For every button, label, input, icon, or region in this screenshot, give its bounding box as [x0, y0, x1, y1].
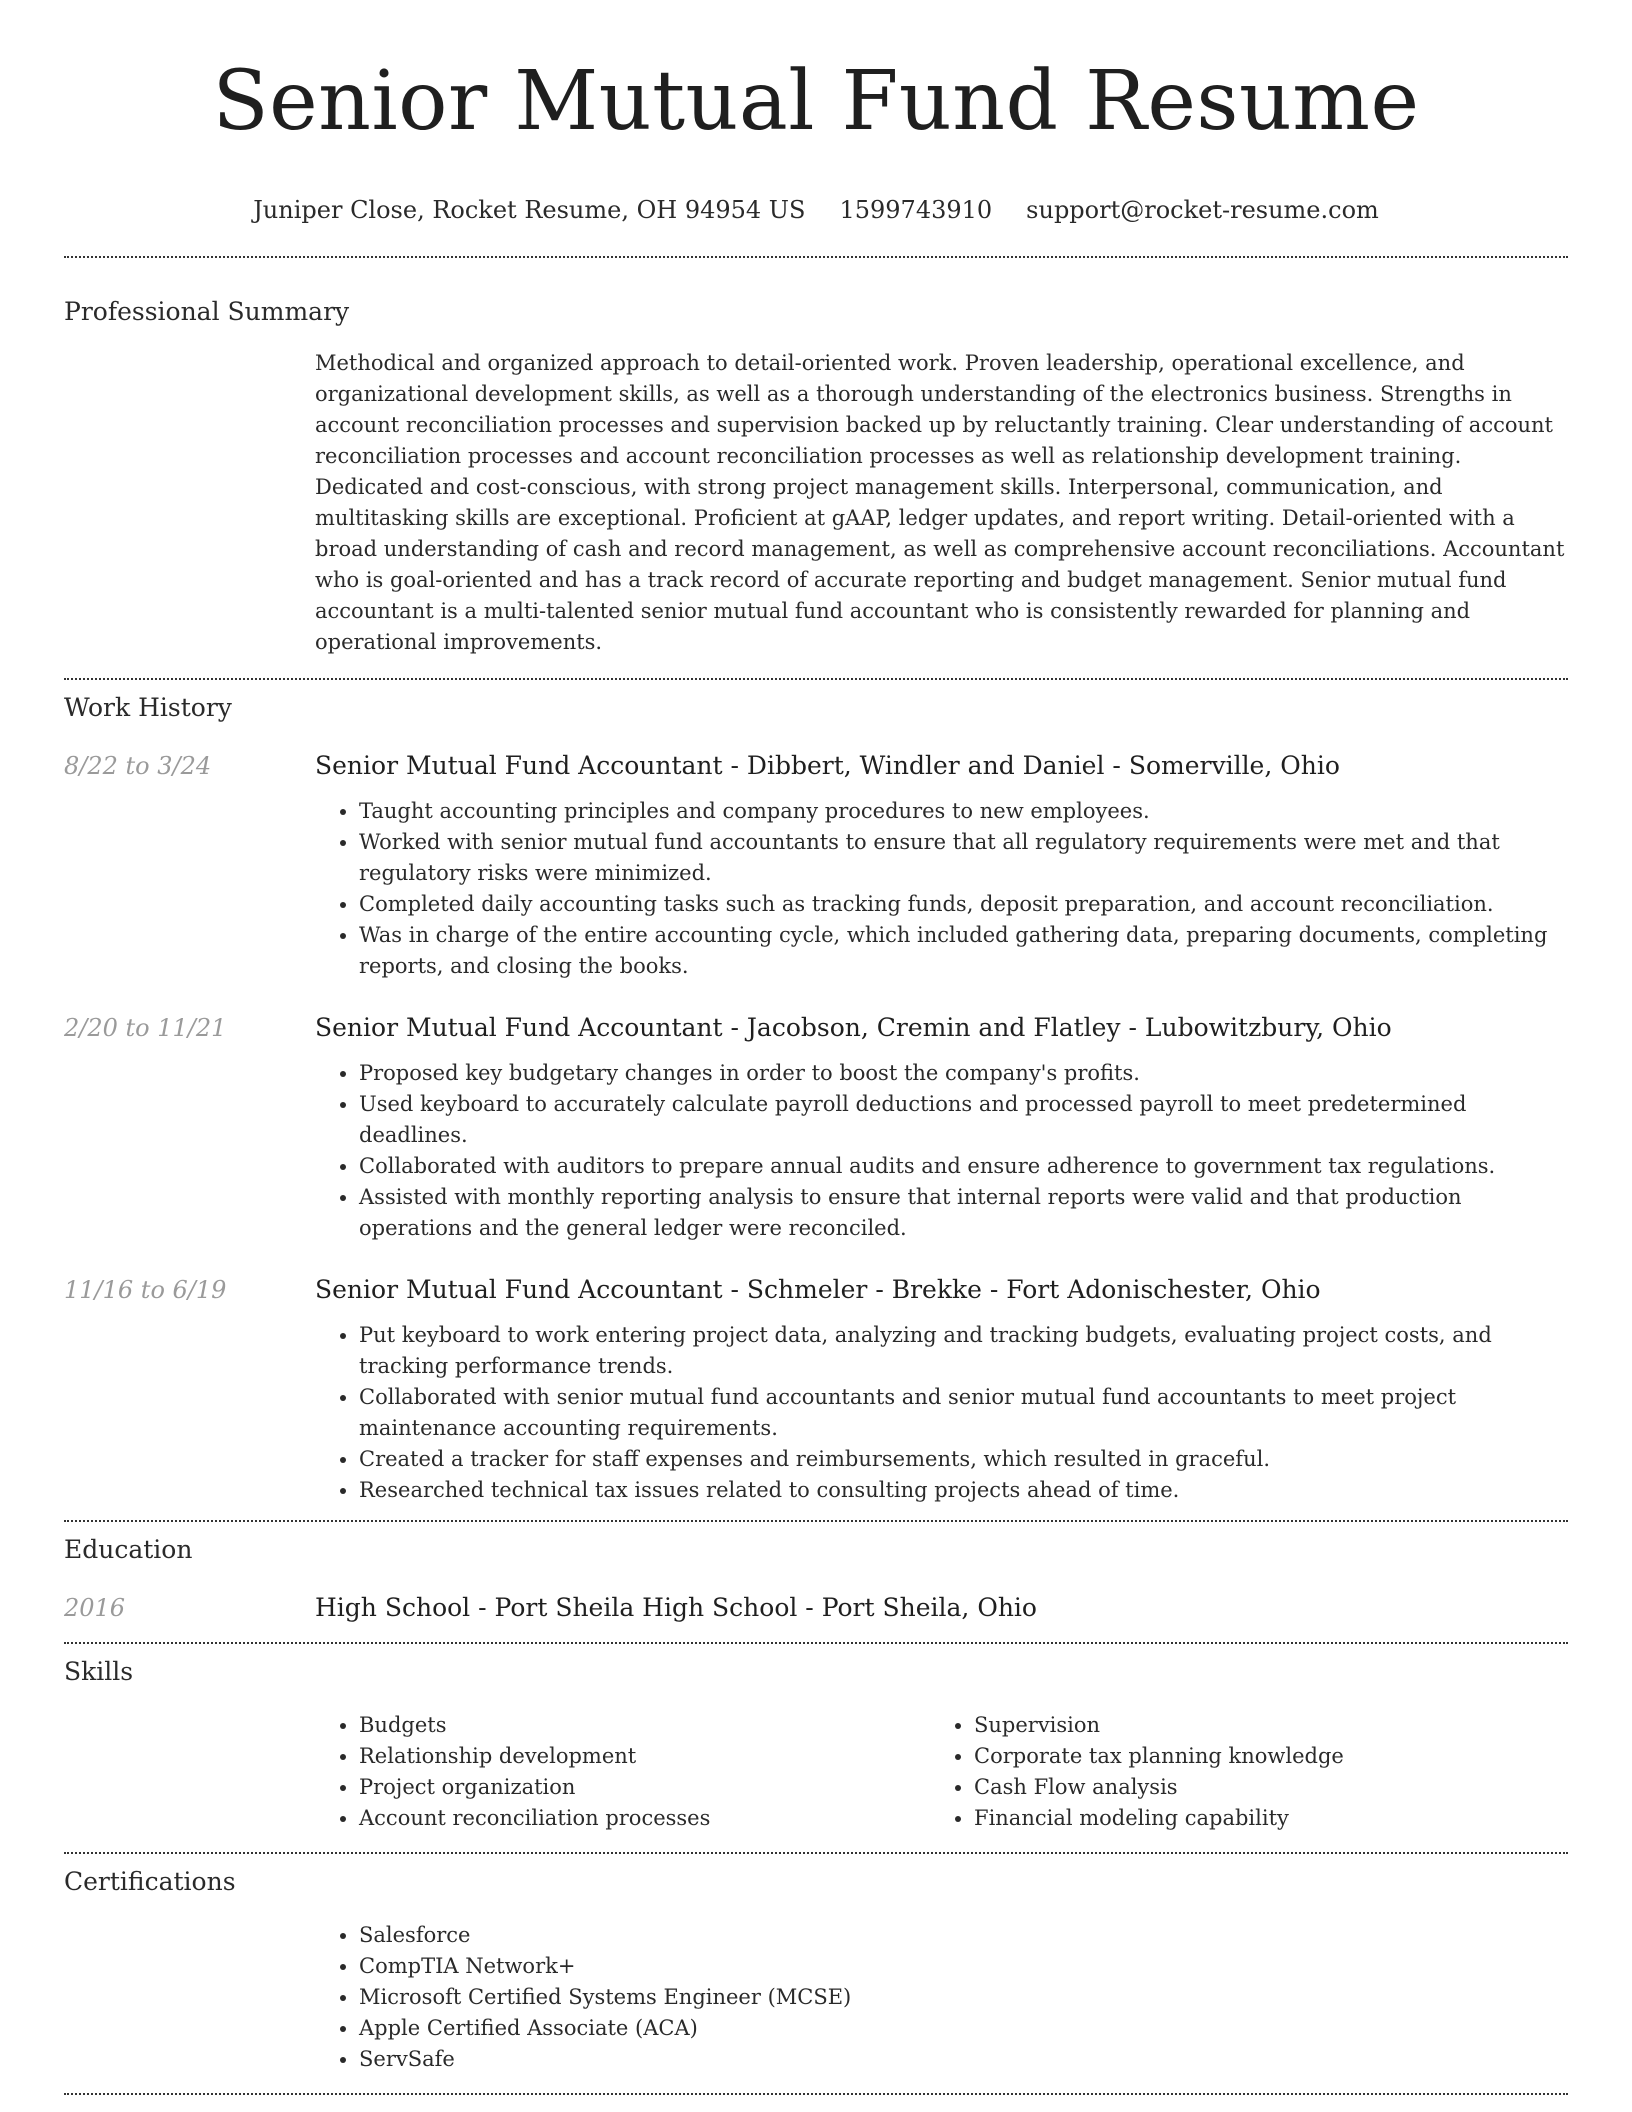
divider: [64, 1852, 1568, 1854]
list-item: • Account reconciliation processes: [359, 1803, 930, 1834]
list-item: • Apple Certified Associate (ACA): [359, 2013, 1568, 2044]
skills-heading: Skills: [64, 1657, 134, 1686]
skills-list-right: [930, 1710, 1545, 1834]
summary-text: Methodical and organized approach to detail-oriented work. Proven leadership, operational excellence, and organizational development skills, as well as a thorough understanding of the electronics business. Strengths in account reconciliation processes and supervision backed up by reluctantly training. Clear understanding of account reconciliation processes and account reconciliation processes as well as relationship development training. Dedicated and cost-conscious, with strong project management skills. Interpersonal, communication, and multitasking skills are exceptional. Proficient at gAAP, ledger updates, and report writing. Detail-oriented with a broad understanding of cash and record management, as well as comprehensive account reconciliations. Accountant who is goal-oriented and has a track record of accurate reporting and budget management. Senior mutual fund accountant is a multi-talented senior mutual fund accountant who is consistently rewarded for planning and operational improvements.: [315, 351, 1565, 654]
work-section: [64, 692, 1568, 1506]
job-bullets: [315, 1320, 1568, 1506]
job-entry: [64, 1274, 1568, 1506]
list-item: • Relationship development: [359, 1741, 930, 1772]
job-title: Senior Mutual Fund Accountant - Schmeler - Brekke - Fort Adonischester, Ohio: [315, 1275, 1321, 1304]
certifications-list: [315, 1920, 1568, 2075]
job-title: Senior Mutual Fund Accountant - Jacobson, Cremin and Flatley - Lubowitzbury, Ohio: [315, 1013, 1392, 1042]
list-item: • Financial modeling capability: [974, 1803, 1545, 1834]
job-entry: [64, 750, 1568, 982]
certifications-section: [64, 1866, 1568, 2075]
list-item: • Created a tracker for staff expenses and reimbursements, which resulted in graceful.: [359, 1444, 1568, 1475]
list-item: • Corporate tax planning knowledge: [974, 1741, 1545, 1772]
contact-line: [64, 194, 1568, 226]
education-entry: High School - Port Sheila High School - Port Sheila, Ohio: [315, 1593, 1037, 1622]
job-title: Senior Mutual Fund Accountant - Dibbert, Windler and Daniel - Somerville, Ohio: [315, 751, 1340, 780]
list-item: • Put keyboard to work entering project data, analyzing and tracking budgets, evaluating project costs, and tracking performance trends.: [359, 1320, 1568, 1382]
job-dates: 11/16 to 6/19: [64, 1276, 227, 1304]
summary-heading: Professional Summary: [64, 297, 350, 326]
education-section: [64, 1534, 1568, 1624]
list-item: • Proposed key budgetary changes in order to boost the company's profits.: [359, 1058, 1568, 1089]
list-item: • Supervision: [974, 1710, 1545, 1741]
contact-email: support@rocket-resume.com: [1026, 196, 1379, 224]
list-item: • CompTIA Network+: [359, 1951, 1568, 1982]
divider: [64, 1520, 1568, 1522]
list-item: • Used keyboard to accurately calculate payroll deductions and processed payroll to meet predetermined deadlines.: [359, 1089, 1568, 1151]
divider: [64, 678, 1568, 680]
education-heading: Education: [64, 1535, 193, 1564]
divider: [64, 256, 1568, 258]
skills-list-left: [315, 1710, 930, 1834]
summary-section: [64, 296, 1568, 658]
divider: [64, 1642, 1568, 1644]
education-year: 2016: [64, 1594, 126, 1622]
divider: [64, 2093, 1568, 2095]
list-item: • Researched technical tax issues related to consulting projects ahead of time.: [359, 1475, 1568, 1506]
skills-section: [64, 1656, 1568, 1834]
list-item: • ServSafe: [359, 2044, 1568, 2075]
list-item: • Was in charge of the entire accounting cycle, which included gathering data, preparing documents, completing reports, and closing the books.: [359, 920, 1568, 982]
list-item: • Project organization: [359, 1772, 930, 1803]
list-item: • Worked with senior mutual fund accountants to ensure that all regulatory requirements were met and that regulatory risks were minimized.: [359, 827, 1568, 889]
resume-title: Senior Mutual Fund Resume: [212, 54, 1420, 149]
list-item: • Completed daily accounting tasks such as tracking funds, deposit preparation, and account reconciliation.: [359, 889, 1568, 920]
certifications-heading: Certifications: [64, 1867, 236, 1896]
list-item: • Microsoft Certified Systems Engineer (MCSE): [359, 1982, 1568, 2013]
job-bullets: [315, 796, 1568, 982]
job-dates: 8/22 to 3/24: [64, 752, 212, 780]
list-item: • Assisted with monthly reporting analysis to ensure that internal reports were valid and that production operations and the general ledger were reconciled.: [359, 1182, 1568, 1244]
job-entry: [64, 1012, 1568, 1244]
list-item: • Salesforce: [359, 1920, 1568, 1951]
job-bullets: [315, 1058, 1568, 1244]
contact-address: Juniper Close, Rocket Resume, OH 94954 US: [253, 196, 806, 224]
list-item: • Collaborated with auditors to prepare annual audits and ensure adherence to government tax regulations.: [359, 1151, 1568, 1182]
contact-phone: 1599743910: [839, 196, 993, 224]
list-item: • Cash Flow analysis: [974, 1772, 1545, 1803]
job-dates: 2/20 to 11/21: [64, 1014, 227, 1042]
list-item: • Taught accounting principles and company procedures to new employees.: [359, 796, 1568, 827]
list-item: • Budgets: [359, 1710, 930, 1741]
work-heading: Work History: [64, 693, 232, 722]
list-item: • Collaborated with senior mutual fund accountants and senior mutual fund accountants to meet project maintenance accounting requirements.: [359, 1382, 1568, 1444]
